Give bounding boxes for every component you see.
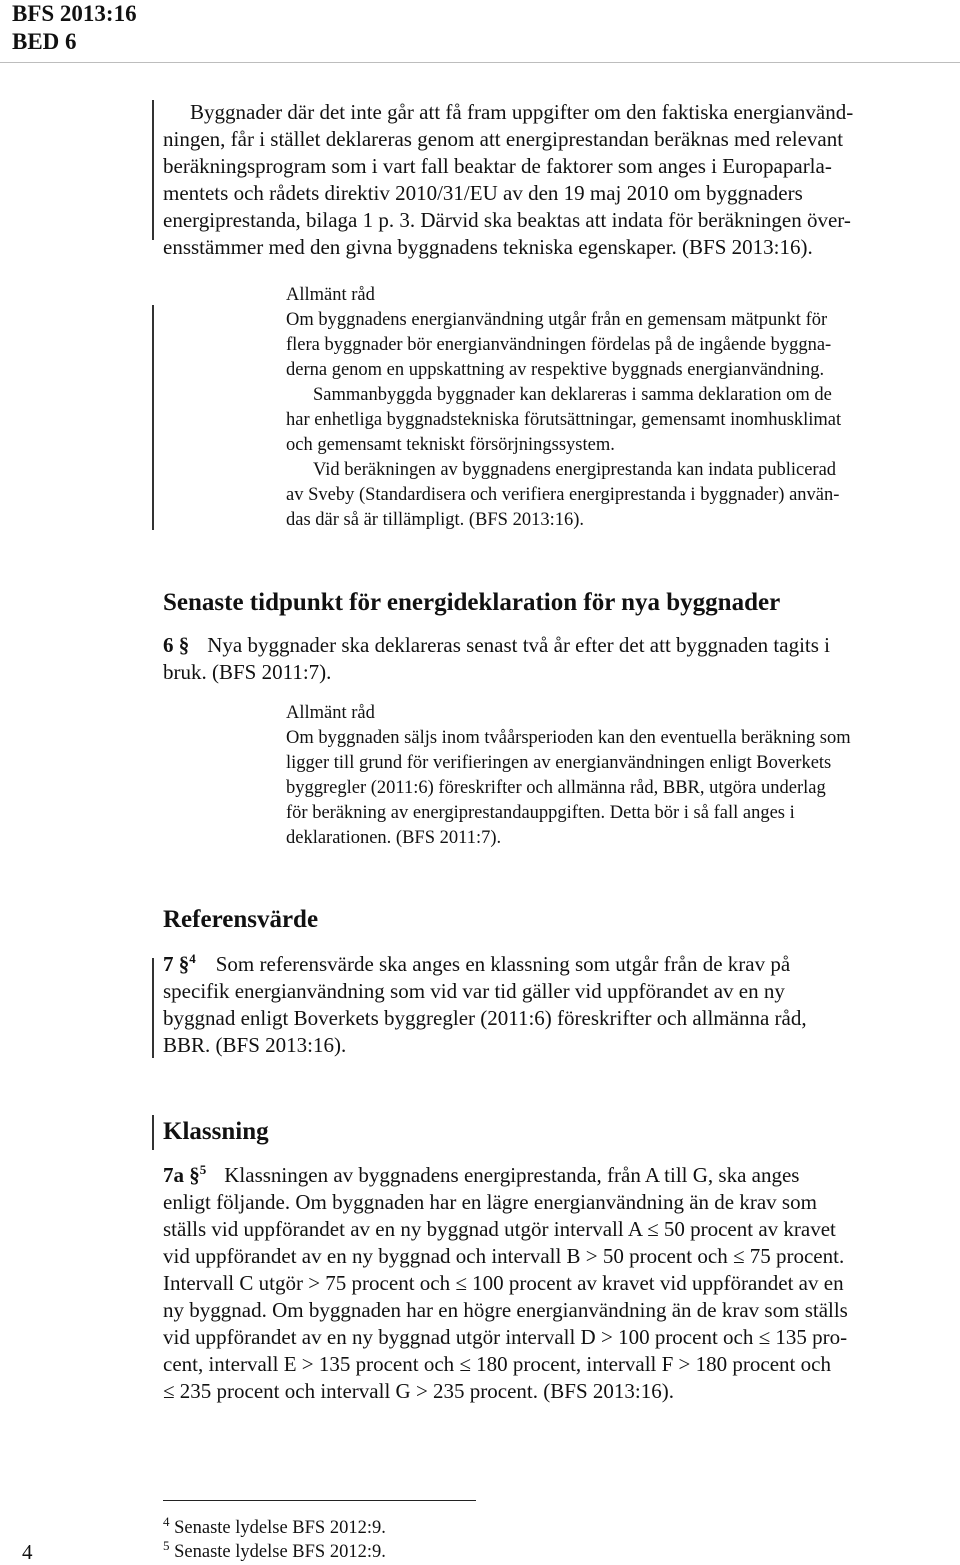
advice-heading: Allmänt råd xyxy=(286,703,375,723)
section-line: cent, intervall E > 135 procent och ≤ 180 procent, intervall F > 180 procent och xyxy=(163,1352,831,1376)
advice-line: Om byggnaden säljs inom tvåårsperioden kan den eventuella beräkning som xyxy=(286,728,851,748)
advice-line: flera byggnader bör energianvändningen fördelas på de ingående byggna- xyxy=(286,335,832,355)
advice-line: Vid beräkningen av byggnadens energiprestanda kan indata publicerad xyxy=(313,460,837,480)
section-line: vid uppförandet av en ny byggnad utgör intervall D > 100 procent och ≤ 135 pro- xyxy=(163,1325,848,1349)
footnote-number: 4 xyxy=(163,1513,170,1529)
advice-line: av Sveby (Standardisera och verifiera energiprestanda i byggnader) använ- xyxy=(286,485,840,505)
change-bar xyxy=(152,305,154,530)
intro-line: beräkningsprogram som i vart fall beaktar de faktorer som anges i Europaparla- xyxy=(163,154,832,178)
section-line: Klassningen av byggnadens energiprestanda, från A till G, ska anges xyxy=(224,1163,800,1187)
advice-line: Om byggnadens energianvändning utgår från en gemensam mätpunkt för xyxy=(286,310,828,330)
advice-line: deklarationen. (BFS 2011:7). xyxy=(286,828,502,848)
advice-line: har enhetliga byggnadstekniska förutsättningar, gemensamt inomhusklimat xyxy=(286,410,842,430)
advice-line: Sammanbyggda byggnader kan deklareras i samma deklaration om de xyxy=(313,385,832,405)
advice-line: das där så är tillämpligt. (BFS 2013:16). xyxy=(286,510,585,530)
running-header xyxy=(12,0,137,56)
section-line: Intervall C utgör > 75 procent och ≤ 100 procent av kravet vid uppförandet av en xyxy=(163,1271,844,1295)
section-6-text xyxy=(163,632,948,686)
advice-line: ligger till grund för verifieringen av energianvändningen enligt Boverkets xyxy=(286,753,832,773)
advice-line: derna genom en uppskattning av respektive byggnads energianvändning. xyxy=(286,360,825,380)
intro-line: Byggnader där det inte går att få fram uppgifter om den faktiska energianvänd- xyxy=(190,100,854,124)
section-heading: Referensvärde xyxy=(163,906,319,933)
section-line: specifik energianvändning som vid var tid gäller vid uppförandet av en ny xyxy=(163,979,785,1003)
footnote xyxy=(163,1513,386,1540)
footnote-number: 5 xyxy=(163,1537,170,1553)
change-bar xyxy=(152,958,154,1058)
footnote-ref: 5 xyxy=(199,1162,207,1177)
section-7a-text xyxy=(163,1162,948,1405)
intro-line: energiprestanda, bilaga 1 p. 3. Därvid ska beaktas att indata för beräkningen över- xyxy=(163,208,851,232)
footnote-text: Senaste lydelse BFS 2012:9. xyxy=(174,1542,386,1562)
advice-heading: Allmänt råd xyxy=(286,285,375,305)
change-bar xyxy=(152,100,154,240)
header-rule xyxy=(0,62,960,63)
intro-line: mentets och rådets direktiv 2010/31/EU av den 19 maj 2010 om byggnaders xyxy=(163,181,803,205)
footnote-text: Senaste lydelse BFS 2012:9. xyxy=(174,1518,386,1538)
footnote-ref: 4 xyxy=(189,951,196,966)
intro-line: ningen, får i stället deklareras genom att energiprestandan beräknas med relevant xyxy=(163,127,844,151)
section-heading: Klassning xyxy=(163,1118,269,1145)
section-line: ny byggnad. Om byggnaden har en högre energianvändning än de krav som ställs xyxy=(163,1298,848,1322)
header-code: BFS 2013:16 xyxy=(12,1,137,26)
section-number: 6 § xyxy=(163,633,190,657)
page-number: 4 xyxy=(22,1540,33,1564)
advice-line: byggregler (2011:6) föreskrifter och allmänna råd, BBR, utgöra underlag xyxy=(286,778,826,798)
section-line: byggnad enligt Boverkets byggregler (2011:6) föreskrifter och allmänna råd, xyxy=(163,1006,807,1030)
section-line: vid uppförandet av en ny byggnad och intervall B > 50 procent och ≤ 75 procent. xyxy=(163,1244,845,1268)
section-line: ≤ 235 procent och intervall G > 235 procent. (BFS 2013:16). xyxy=(163,1379,674,1403)
advice-line: och gemensamt tekniskt försörjningssystem. xyxy=(286,435,615,455)
section-line: bruk. (BFS 2011:7). xyxy=(163,660,332,684)
footnote-rule xyxy=(163,1500,476,1501)
general-advice-2 xyxy=(286,701,948,851)
header-section: BED 6 xyxy=(12,29,77,54)
section-heading: Senaste tidpunkt för energideklaration för nya byggnader xyxy=(163,589,781,616)
section-7-text xyxy=(163,951,948,1059)
section-line: BBR. (BFS 2013:16). xyxy=(163,1033,347,1057)
section-line: Nya byggnader ska deklareras senast två år efter det att byggnaden tagits i xyxy=(207,633,831,657)
section-line: Som referensvärde ska anges en klassning som utgår från de krav på xyxy=(215,952,791,976)
intro-paragraph xyxy=(163,99,948,261)
advice-line: för beräkning av energiprestandauppgiften. Detta bör i så fall anges i xyxy=(286,803,795,823)
section-number: 7 § xyxy=(163,952,190,976)
section-line: ställs vid uppförandet av en ny byggnad utgör intervall A ≤ 50 procent av kravet xyxy=(163,1217,836,1241)
footnote xyxy=(163,1537,386,1564)
section-number: 7a § xyxy=(163,1163,200,1187)
change-bar xyxy=(152,1115,154,1150)
section-line: enligt följande. Om byggnaden har en lägre energianvändning än de krav som xyxy=(163,1190,817,1214)
general-advice-1 xyxy=(286,283,948,533)
intro-line: ensstämmer med den givna byggnadens tekniska egenskaper. (BFS 2013:16). xyxy=(163,235,813,259)
